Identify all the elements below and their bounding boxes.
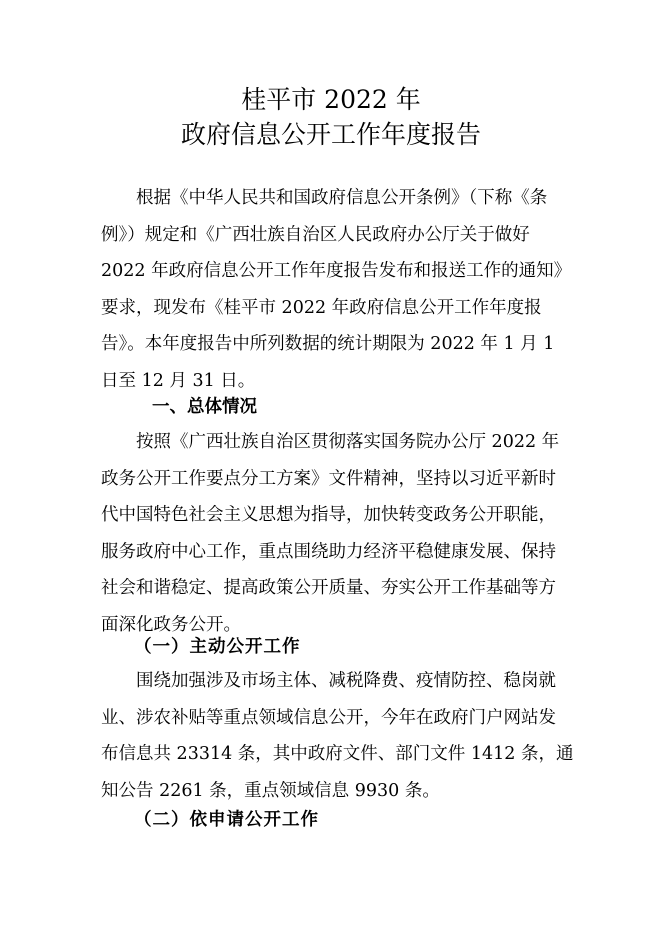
overall-line: 按照《广西壮族自治区贯彻落实国务院办公厅 2022 年 <box>136 432 560 452</box>
active-disclosure-line: 布信息共 23314 条，其中政府文件、部门文件 1412 条，通 <box>101 744 574 765</box>
intro-paragraph <box>101 180 572 400</box>
active-disclosure-paragraph <box>101 663 574 809</box>
intro-line: 告》。本年度报告中所列数据的统计期限为 2022 年 1 月 1 <box>101 334 555 355</box>
intro-line: 日至 12 月 31 日。 <box>101 370 256 391</box>
overall-paragraph <box>101 424 560 644</box>
intro-line: 2022 年政府信息公开工作年度报告发布和报送工作的通知》 <box>101 261 572 282</box>
report-title-line2: 政府信息公开工作年度报告 <box>180 120 481 149</box>
intro-line: 要求，现发布《桂平市 2022 年政府信息公开工作年度报 <box>101 297 542 318</box>
report-title-line1: 桂平市 2022 年 <box>241 85 421 114</box>
overall-line: 社会和谐稳定、提高政策公开质量、夯实公开工作基础等方 <box>101 578 556 599</box>
active-disclosure-line: 业、涉农补贴等重点领域信息公开，今年在政府门户网站发 <box>101 707 556 728</box>
intro-line: 例》）规定和《广西壮族自治区人民政府办公厅关于做好 <box>101 224 530 245</box>
overall-line: 服务政府中心工作，重点围绕助力经济平稳健康发展、保持 <box>101 541 556 562</box>
active-disclosure-line: 围绕加强涉及市场主体、减税降费、疫情防控、稳岗就 <box>136 671 556 691</box>
overall-line: 面深化政务公开。 <box>101 614 241 635</box>
intro-line: 根据《中华人民共和国政府信息公开条例》（下称《条 <box>136 188 548 208</box>
section-heading-overall: 一、总体情况 <box>152 397 257 417</box>
subsection-heading-request-disclosure: （二）依申请公开工作 <box>134 810 319 830</box>
overall-line: 代中国特色社会主义思想为指导，加快转变政务公开职能， <box>101 505 556 526</box>
overall-line: 政务公开工作要点分工方案》文件精神，坚持以习近平新时 <box>101 468 556 489</box>
subsection-heading-active-disclosure: （一）主动公开工作 <box>134 637 301 657</box>
active-disclosure-line: 知公告 2261 条，重点领域信息 9930 条。 <box>101 780 440 801</box>
